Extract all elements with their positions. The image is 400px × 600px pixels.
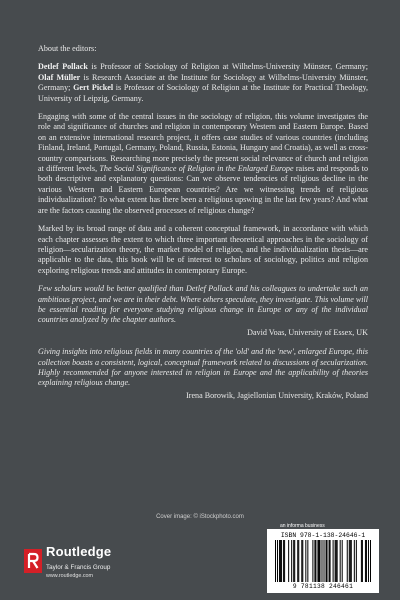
publisher-name: Routledge bbox=[46, 544, 112, 559]
barcode-bar bbox=[314, 540, 315, 582]
barcode-bar bbox=[340, 540, 341, 582]
editors-paragraph bbox=[38, 62, 368, 104]
barcode-bar bbox=[280, 540, 281, 582]
barcode-bar bbox=[350, 540, 351, 582]
barcode-bar bbox=[362, 540, 363, 582]
barcode-bar bbox=[302, 540, 303, 582]
barcode-bar bbox=[347, 540, 348, 582]
editor-text: is Research Associate at the Institute for Sociology at Wilhelms-University Münster, Germany; bbox=[38, 72, 369, 93]
barcode-bar bbox=[275, 540, 276, 582]
barcode-digits: 9 781138 246461 bbox=[292, 583, 354, 590]
barcode-bar bbox=[305, 540, 306, 582]
barcode-bar bbox=[315, 540, 316, 582]
barcode-bar bbox=[284, 540, 285, 582]
barcode-bar bbox=[329, 540, 330, 582]
barcode-bar bbox=[356, 540, 357, 582]
isbn-barcode bbox=[267, 529, 379, 593]
barcode-bar bbox=[307, 540, 308, 582]
barcode-bar bbox=[319, 540, 320, 582]
barcode-bar bbox=[361, 540, 362, 582]
barcode-bar bbox=[321, 540, 322, 582]
barcode-bar bbox=[291, 540, 292, 582]
barcode-bar bbox=[366, 540, 367, 582]
editor-name: Detlef Pollack bbox=[38, 62, 88, 72]
barcode-bar bbox=[279, 540, 280, 582]
barcode-bar bbox=[330, 540, 331, 582]
cover-credit: Cover image: © iStockphoto.com bbox=[156, 514, 244, 520]
barcode-bar bbox=[333, 540, 334, 582]
barcode-bar bbox=[326, 540, 327, 582]
book-title: The Social Significance of Religion in the Enlarged Europe bbox=[99, 164, 294, 174]
barcode-bar bbox=[283, 540, 284, 582]
barcode-bar bbox=[365, 540, 366, 582]
editor-text: is Professor of Sociology of Religion at Wilhelms-University Münster, Germany; bbox=[87, 62, 368, 72]
barcode-bar bbox=[351, 540, 352, 582]
barcode-bar bbox=[294, 540, 295, 582]
barcode-bar bbox=[317, 540, 318, 582]
endorsement-author: Irena Borowik, Jagiellonian University, Kraków, Poland bbox=[186, 390, 368, 400]
barcode-bar bbox=[327, 540, 328, 582]
description-paragraph: Marked by its broad range of data and a coherent conceptual framework, in accordance with which each chapter assesses the extent to which three important theoretical approaches in the sociology of religion—secularization theory, the market model of religion, and the individualization thesis—are applicable to the data, this book will be of interest to scholars of sociology, politics and religion exploring religious trends and attitudes in contemporary Europe. bbox=[38, 224, 368, 275]
barcode-bar bbox=[336, 540, 337, 582]
barcode-bar bbox=[335, 540, 336, 582]
routledge-mark-icon bbox=[24, 549, 42, 573]
barcode-bar bbox=[324, 540, 325, 582]
barcode-bar bbox=[342, 540, 343, 582]
endorsement-quote: Few scholars would be better qualified than Detlef Pollack and his colleagues to undertake such an ambitious project, and we are in their debt. Where others speculate, they investigate. This volume will be essential reading for everyone studying religious change in Europe or any of the individual countries analyzed by the chapter authors. bbox=[38, 284, 368, 325]
barcode-bar bbox=[368, 540, 369, 582]
endorsement-quote: Giving insights into religious fields in many countries of the 'old' and the 'new', enlarged Europe, this collection boasts a consistent, logical, conceptual framework related to discussions of secularization. Highly recommended for anyone interested in religion in Europe and the applicability of theories explaining religious change. bbox=[38, 347, 368, 388]
editor-name: Gert Pickel bbox=[73, 83, 114, 93]
barcode-bar bbox=[297, 540, 298, 582]
description-text: Engaging with some of the central issues in the sociology of religion, this volume investigates the role and significance of churches and religion in contemporary Western and Eastern Europe. Based on an extensive international research project, it offers case studies of various countries (including Finland, Ireland, Portugal, Germany, Poland, Russia, Estonia, Hungary and Croatia), as well as cross-country comparisons. Researching more precisely the present social relevance of church and religion at different levels, bbox=[38, 112, 368, 174]
barcode-bar bbox=[312, 540, 313, 582]
barcode-bar bbox=[288, 540, 289, 582]
editor-name: Olaf Müller bbox=[38, 72, 81, 82]
routledge-logo bbox=[24, 545, 164, 585]
publisher-url: www.routledge.com bbox=[46, 573, 94, 579]
editors-heading: About the editors: bbox=[38, 44, 97, 53]
barcode-bar bbox=[337, 540, 338, 582]
text-block bbox=[38, 44, 368, 410]
barcode-bar bbox=[277, 540, 278, 582]
barcode-bar bbox=[349, 540, 350, 582]
isbn-label: ISBN 978-1-138-24646-1 bbox=[280, 532, 366, 539]
barcode-bar bbox=[298, 540, 299, 582]
barcode-bar bbox=[354, 540, 355, 582]
endorsement-author: David Voas, University of Essex, UK bbox=[247, 327, 368, 337]
barcode-bar bbox=[370, 540, 371, 582]
informa-label: an informa business bbox=[280, 523, 325, 529]
barcode-bar bbox=[301, 540, 302, 582]
barcode-bar bbox=[318, 540, 319, 582]
barcode-bar bbox=[281, 540, 282, 582]
description-text: raises and responds to both descriptive and explanatory questions: Can we observe tendencies of religious decline in the various Western and Eastern European countries? Are we witnessing trends of religious individualization? To what extent has there been a religious upswing in the last few years? And what are the factors causing the observed processes of religious change? bbox=[38, 164, 368, 215]
editor-text: is Professor of Sociology of Religion at the Institute for Practical Theology, University of Leipzig, Germany. bbox=[38, 83, 368, 103]
barcode-bars bbox=[275, 540, 371, 582]
barcode-bar bbox=[293, 540, 294, 582]
publisher-group: Taylor & Francis Group bbox=[46, 564, 111, 571]
description-paragraph bbox=[38, 112, 368, 216]
